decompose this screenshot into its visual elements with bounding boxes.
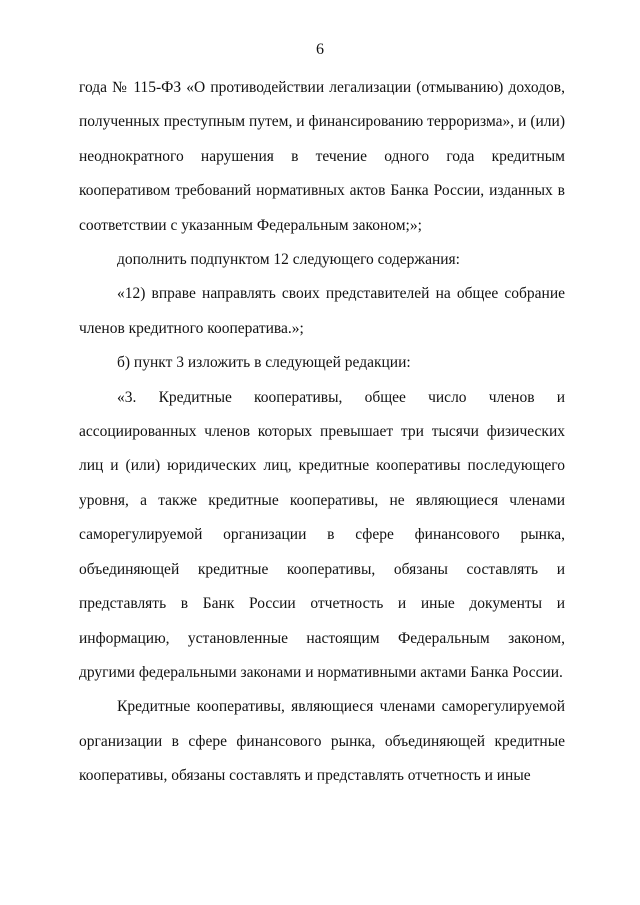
paragraph-item-3-text: «3. Кредитные кооперативы, общее число членов и ассоциированных членов которых превышает три тысячи физических лиц и (или) юридических лиц, кредитные кооперативы последующего уровня, а также кредитные кооперативы, не являющиеся членами саморегулируемой организации в сфере финансового рынка, объединяющей кредитные кооперативы, обязаны составлять и представлять в Банк России отчетность и иные документы и информацию, установленные настоящим Федеральным законом, другими федеральными законами и нормативными актами Банка России. (79, 388, 565, 681)
paragraph-continuation: года № 115-ФЗ «О противодействии легализации (отмыванию) доходов, полученных преступным путем, и финансированию терроризма», и (или) неоднократного нарушения в течение одного года кредитным кооперативом требований нормативных актов Банка России, изданных в соответствии с указанным Федеральным законом;»; (79, 79, 565, 234)
paragraph-add-subitem-12: дополнить подпунктом 12 следующего содержания: (117, 251, 460, 269)
paragraph-subitem-12-text: «12) вправе направлять своих представителей на общее собрание членов кредитного кооператива.»; (79, 285, 565, 337)
page-number: 6 (316, 41, 324, 58)
paragraph-sro-members: Кредитные кооперативы, являющиеся членами саморегулируемой организации в сфере финансового рынка, объединяющей кредитные кооперативы, обязаны составлять и представлять отчетность и иные (79, 698, 565, 785)
document-body (79, 71, 565, 794)
paragraph-item-b: б) пункт 3 изложить в следующей редакции: (117, 354, 411, 372)
